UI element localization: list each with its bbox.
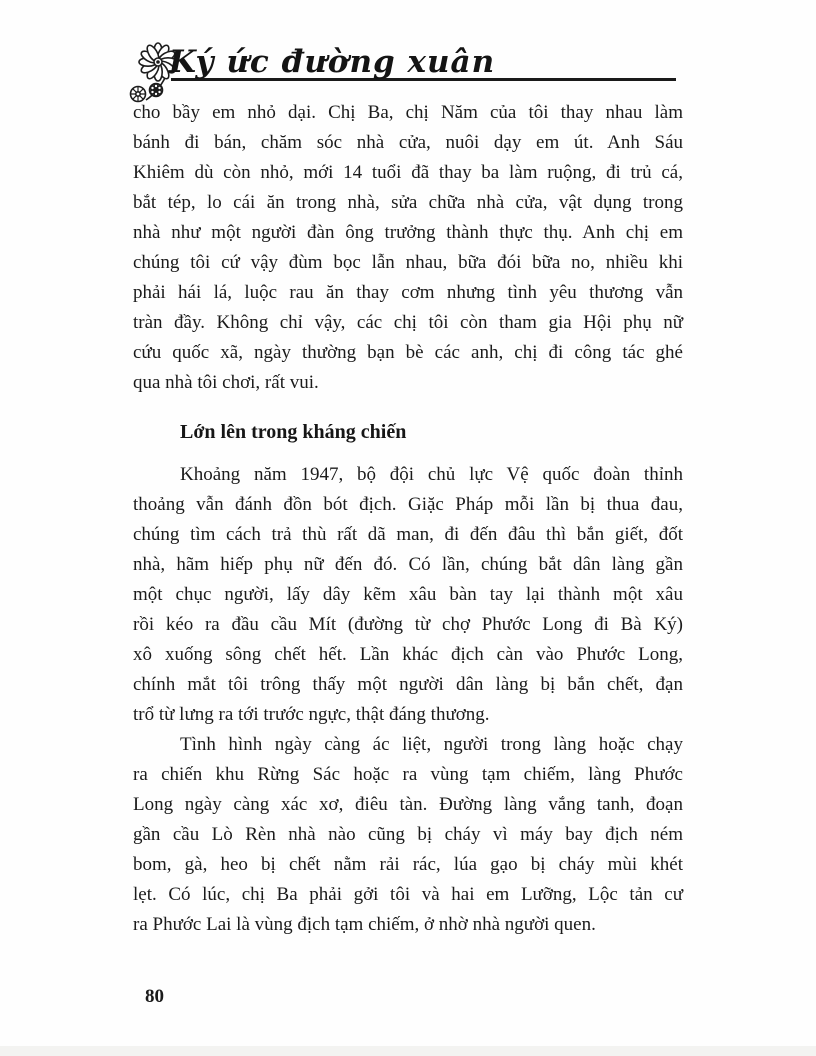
text-line: chúng tìm cách trả thù rất dã man, đi đến đâu thì bắn giết, đốt [133,524,683,545]
text-line: thoảng vẫn đánh đồn bót địch. Giặc Pháp mỗi lần bị thua đau, [133,494,683,515]
text-line: nhà như một người đàn ông trưởng thành thực thụ. Anh chị em [133,222,683,243]
page-number: 80 [145,986,164,1007]
text-line: xô xuống sông chết hết. Lần khác địch càn vào Phước Long, [133,644,683,665]
text-line: tràn đầy. Không chỉ vậy, các chị tôi còn tham gia Hội phụ nữ [133,312,683,333]
body-text [133,98,683,940]
text-line: nhà, hãm hiếp phụ nữ đến đó. Có lần, chúng bắt dân làng gần [133,554,683,575]
paragraph [133,98,683,398]
paragraph [133,730,683,940]
text-line: cứu quốc xã, ngày thường bạn bè các anh, chị đi công tác ghé [133,342,683,363]
text-line: Khiêm dù còn nhỏ, mới 14 tuổi đã thay ba làm ruộng, đi trủ cá, [133,162,683,183]
text-line: cho bầy em nhỏ dại. Chị Ba, chị Năm của tôi thay nhau làm [133,102,683,123]
text-line: Tình hình ngày càng ác liệt, người trong làng hoặc chạy [180,734,683,755]
text-line: lẹt. Có lúc, chị Ba phải gởi tôi và hai em Lưỡng, Lộc tản cư [133,884,683,905]
text-line: ra Phước Lai là vùng địch tạm chiếm, ở nhờ nhà người quen. [133,914,596,935]
text-line: Long ngày càng xác xơ, điêu tàn. Đường làng vắng tanh, đoạn [133,794,683,815]
text-line: gần cầu Lò Rèn nhà nào cũng bị cháy vì máy bay địch ném [133,824,683,845]
paragraph [133,460,683,730]
text-line: phải hái lá, luộc rau ăn thay cơm nhưng tình yêu thương vẫn [133,282,683,303]
text-line: trổ từ lưng ra tới trước ngực, thật đáng thương. [133,704,490,725]
text-line: qua nhà tôi chơi, rất vui. [133,372,319,393]
text-line: chính mắt tôi trông thấy một người dân làng bị bắn chết, đạn [133,674,683,695]
text-line: rồi kéo ra đầu cầu Mít (đường từ chợ Phước Long đi Bà Ký) [133,614,683,635]
text-line: bom, gà, heo bị chết nằm rải rác, lúa gạo bị cháy mùi khét [133,854,683,875]
running-header-title: Ký ức đường xuân [169,44,496,80]
text-line: ra chiến khu Rừng Sác hoặc ra vùng tạm chiếm, làng Phước [133,764,683,785]
text-line: Khoảng năm 1947, bộ đội chủ lực Vệ quốc đoàn thỉnh [180,464,683,485]
text-line: bánh đi bán, chăm sóc nhà cửa, nuôi dạy em út. Anh Sáu [133,132,683,153]
text-line: chúng tôi cứ vậy đùm bọc lẫn nhau, bữa đói bữa no, nhiều khi [133,252,683,273]
page-bottom-edge [0,1046,816,1056]
section-heading: Lớn lên trong kháng chiến [180,421,407,443]
text-line: bắt tép, lo cái ăn trong nhà, sửa chữa nhà cửa, vật dụng trong [133,192,683,213]
text-line: một chục người, lấy dây kẽm xâu bàn tay lại thành một xâu [133,584,683,605]
